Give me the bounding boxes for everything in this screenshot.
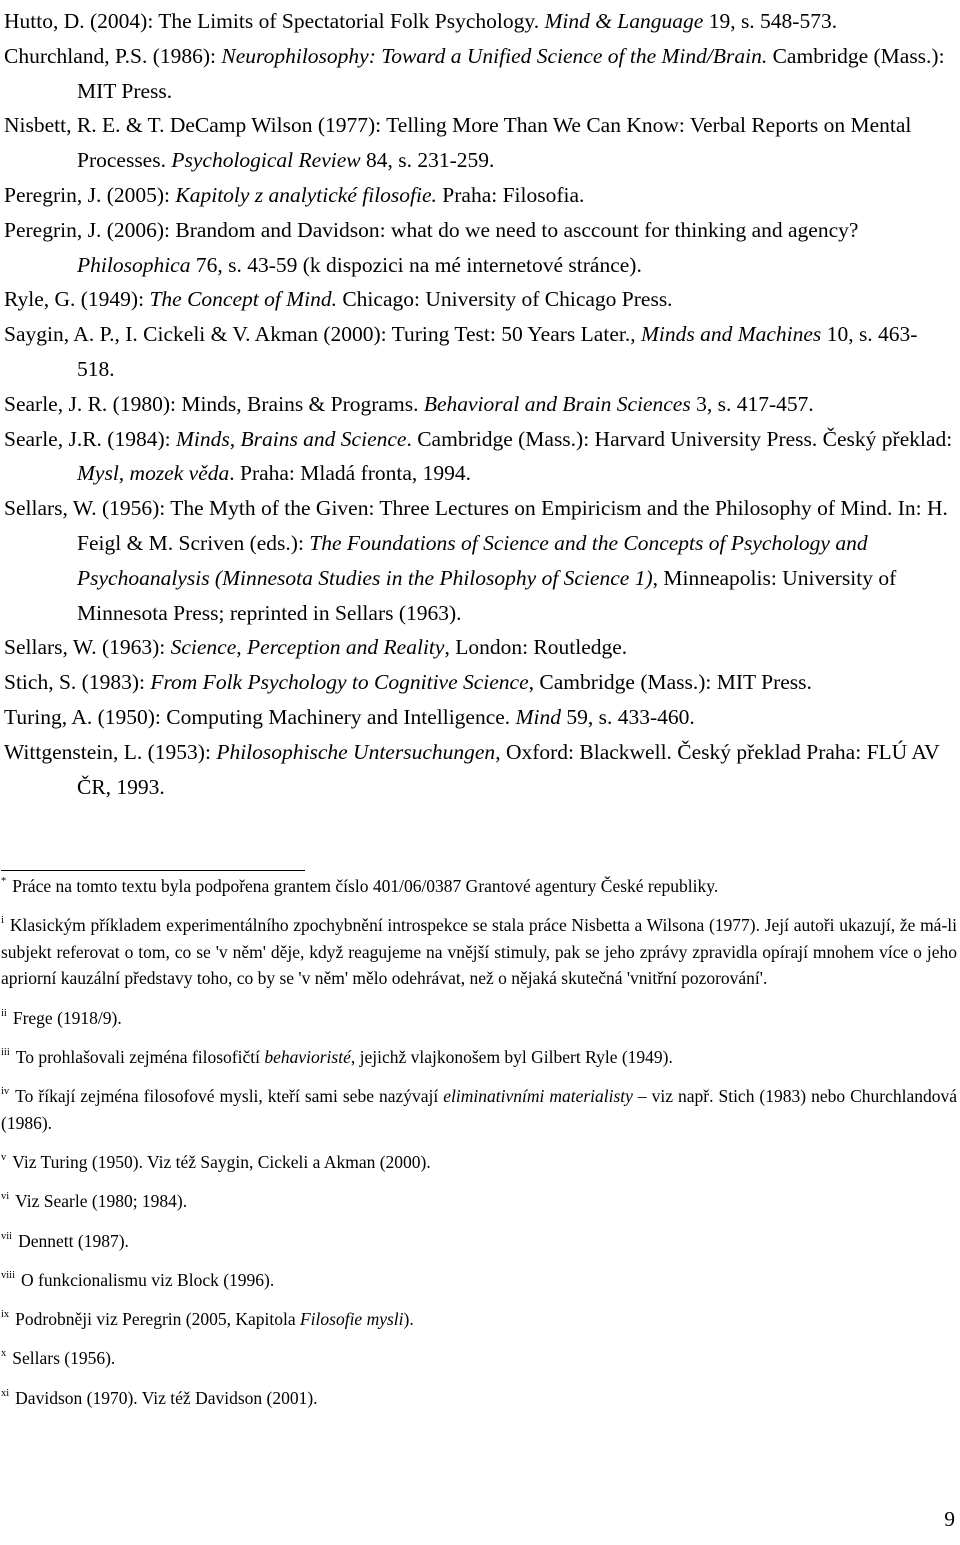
footnote-separator <box>1 870 305 871</box>
text-run: Podrobněji viz Peregrin (2005, Kapitola <box>15 1309 300 1330</box>
reference-saygin <box>4 317 954 387</box>
text-run: . Praha: Mladá fronta, 1994. <box>229 461 472 486</box>
italic-text: Philosophica <box>77 252 191 277</box>
text-run: Sellars, W. (1963): <box>4 635 171 660</box>
text-run: 76, s. 43-59 (k dispozici na mé internetové stránce). <box>190 252 642 277</box>
reference-sellars1963 <box>4 630 954 665</box>
text-run: Sellars (1956). <box>12 1348 116 1369</box>
footnote-mark: * <box>1 876 7 887</box>
text-run: Dennett (1987). <box>18 1230 129 1251</box>
reference-turing <box>4 700 954 735</box>
footnote-mark: x <box>1 1348 7 1360</box>
bibliography <box>4 4 954 804</box>
text-run: To prohlašovali zejména filosofičtí <box>15 1046 265 1067</box>
reference-peregrin2005 <box>4 178 954 213</box>
text-run: Viz Searle (1980; 1984). <box>15 1191 188 1212</box>
italic-text: behavioristé <box>264 1046 351 1067</box>
text-run: 84, s. 231-259. <box>360 148 495 173</box>
text-run: . Cambridge (Mass.): Harvard University Press. Český překlad: <box>406 426 953 451</box>
text-run: Viz Turing (1950). Viz též Saygin, Cickeli a Akman (2000). <box>12 1151 431 1172</box>
italic-text: eliminativními materialisty <box>443 1086 633 1107</box>
italic-text: Science, Perception and Reality <box>170 635 445 660</box>
text-run: Ryle, G. (1949): <box>4 287 150 312</box>
footnotes-section <box>1 870 957 1424</box>
footnote-mark: iv <box>1 1086 10 1098</box>
text-run: Frege (1918/9). <box>12 1007 122 1028</box>
text-run: Wittgenstein, L. (1953): <box>4 739 217 764</box>
text-run: Práce na tomto textu byla podpořena grantem číslo 401/06/0387 Grantové agentury České republiky. <box>12 876 719 896</box>
text-run: , London: Routledge. <box>444 635 628 660</box>
footnote <box>1 1228 957 1255</box>
reference-searle1984 <box>4 422 954 492</box>
italic-text: Mind & Language <box>544 9 704 33</box>
text-run: Peregrin, J. (2005): <box>4 182 176 207</box>
footnote-mark: i <box>1 915 4 927</box>
text-run: To říkají zejména filosofové mysli, kteří sami sebe nazývají <box>15 1086 444 1107</box>
footnote-mark: ix <box>1 1309 10 1321</box>
footnote <box>1 1083 957 1136</box>
footnote <box>1 1005 957 1032</box>
text-run: Sellars, W. (1956): The Myth of the Given: Three Lectures on Empiricism and the Philosophy of Mind. In: H. Feigl & M. Scriven (eds.): <box>4 496 948 555</box>
text-run: Davidson (1970). Viz též Davidson (2001). <box>15 1387 318 1408</box>
text-run: ). <box>403 1309 414 1330</box>
footnote-mark: viii <box>1 1269 16 1281</box>
reference-wittgenstein <box>4 735 954 805</box>
text-run: Cambridge (Mass.): MIT Press. <box>77 43 945 103</box>
text-run: , jejichž vlajkonošem byl Gilbert Ryle (1949). <box>350 1046 673 1067</box>
italic-text: From Folk Psychology to Cognitive Science <box>150 670 529 695</box>
footnote <box>1 1267 957 1294</box>
text-run: 59, s. 433-460. <box>560 704 695 729</box>
reference-churchland <box>4 39 954 109</box>
italic-text: The Concept of Mind. <box>149 287 337 312</box>
italic-text: The Foundations of Science and the Concepts of Psychology and Psychoanalysis (Minnesota Studies in the Philosophy of Science 1) <box>77 530 868 590</box>
text-run: , Minneapolis: University of Minnesota Press; reprinted in Sellars (1963). <box>77 565 897 625</box>
reference-peregrin2006 <box>4 213 954 283</box>
reference-hutto <box>4 4 954 39</box>
italic-text: Neurophilosophy: Toward a Unified Science of the Mind/Brain. <box>221 43 768 68</box>
footnote <box>1 1306 957 1333</box>
text-run: Searle, J. R. (1980): Minds, Brains & Programs. <box>4 391 424 416</box>
text-run: Praha: Filosofia. <box>436 182 585 207</box>
text-run: – viz např. Stich (1983) nebo Churchlandová (1986). <box>1 1086 957 1133</box>
text-run: Nisbett, R. E. & T. DeCamp Wilson (1977): Telling More Than We Can Know: Verbal Reports on Mental Processes. <box>4 113 912 173</box>
italic-text: Minds and Machines <box>640 322 822 347</box>
footnote <box>1 1345 957 1372</box>
text-run: Churchland, P.S. (1986): <box>4 43 222 68</box>
italic-text: Philosophische Untersuchungen <box>216 739 496 764</box>
text-run: Saygin, A. P., I. Cickeli & V. Akman (2000): Turing Test: 50 Years Later., <box>4 322 641 347</box>
italic-text: Filosofie mysli <box>299 1309 404 1330</box>
page-number: 9 <box>944 1507 955 1531</box>
italic-text: Minds, Brains and Science <box>175 426 407 451</box>
footnote <box>1 912 957 992</box>
italic-text: Mysl, mozek věda <box>77 461 230 486</box>
footnote-mark: iii <box>1 1046 10 1058</box>
text-run: Klasickým příkladem experimentálního zpochybnění introspekce se stala práce Nisbetta a Wilsona (1977). Její autoři ukazují, že má-li subjekt referovat o tom, co se 'v něm' děje, když reagujeme na vnější stimuly, pak se jeho zprávy zpravidla opírají mnohem více o jeho apriorní kauzální představy toho, co by se 'v něm' mělo odehrávat, než o nějaká skutečná 'vnitřní pozorování'. <box>1 915 957 989</box>
reference-ryle <box>4 282 954 317</box>
italic-text: Psychological Review <box>171 148 361 173</box>
footnote <box>1 1385 957 1412</box>
text-run: Hutto, D. (2004): The Limits of Spectatorial Folk Psychology. <box>4 9 545 33</box>
footnote-mark: ii <box>1 1007 7 1019</box>
text-run: 19, s. 548-573. <box>703 9 838 33</box>
reference-nisbett <box>4 108 954 178</box>
footnote <box>1 1044 957 1071</box>
footnote <box>1 873 957 900</box>
text-run: Peregrin, J. (2006): Brandom and Davidson: what do we need to asccount for thinking and agency? <box>4 217 859 242</box>
text-run: 10, s. 463-518. <box>77 322 918 381</box>
text-run: Chicago: University of Chicago Press. <box>336 287 673 312</box>
text-run: Turing, A. (1950): Computing Machinery and Intelligence. <box>4 704 516 729</box>
footnote-mark: vii <box>1 1230 13 1242</box>
text-run: O funkcionalismu viz Block (1996). <box>21 1269 275 1290</box>
footnote-mark: v <box>1 1151 7 1163</box>
text-run: , Cambridge (Mass.): MIT Press. <box>528 670 812 695</box>
italic-text: Kapitoly z analytické filosofie. <box>175 182 437 207</box>
footnote <box>1 1188 957 1215</box>
reference-stich <box>4 665 954 700</box>
text-run: , Oxford: Blackwell. Český překlad Praha: FLÚ AV ČR, 1993. <box>77 739 940 799</box>
text-run: Searle, J.R. (1984): <box>4 426 176 451</box>
italic-text: Mind <box>515 704 561 729</box>
footnote <box>1 1149 957 1176</box>
reference-searle1980 <box>4 387 954 422</box>
text-run: Stich, S. (1983): <box>4 670 151 695</box>
italic-text: Behavioral and Brain Sciences <box>423 391 691 416</box>
footnote-mark: vi <box>1 1191 10 1203</box>
reference-sellars1956 <box>4 491 954 630</box>
footnote-list <box>1 873 957 1411</box>
text-run: 3, s. 417-457. <box>690 391 814 416</box>
footnote-mark: xi <box>1 1387 10 1399</box>
